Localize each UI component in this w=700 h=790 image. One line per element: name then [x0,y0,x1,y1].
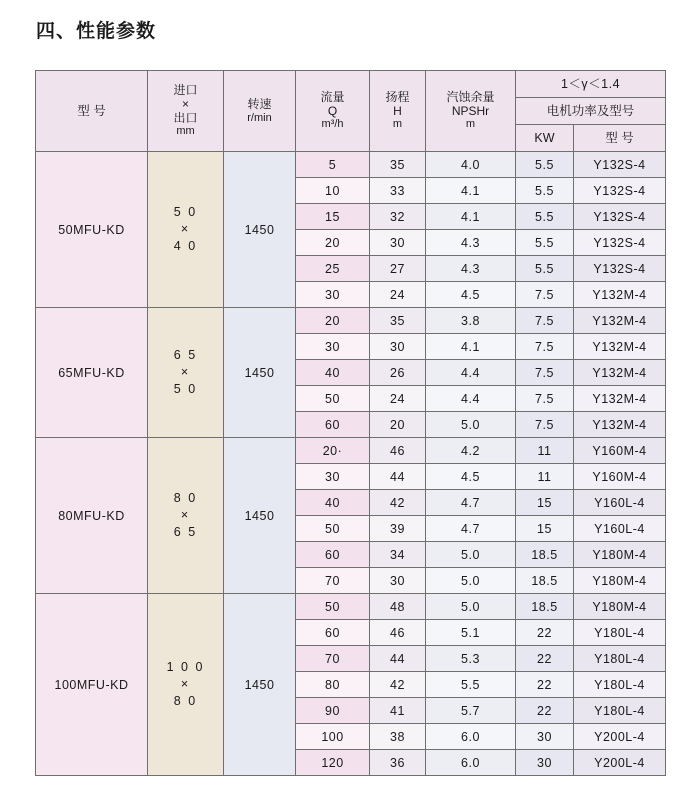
cell-head: 35 [370,152,426,178]
cell-npshr: 4.7 [426,490,516,516]
cell-port-size [148,594,224,776]
table-row [36,152,666,178]
cell-head: 30 [370,568,426,594]
cell-npshr: 6.0 [426,724,516,750]
cell-speed: 1450 [224,594,296,776]
cell-motor-model: Y180L-4 [574,672,666,698]
cell-head: 34 [370,542,426,568]
cell-flow: 25 [296,256,370,282]
table-row [36,438,666,464]
cell-head: 48 [370,594,426,620]
cell-motor-model: Y180L-4 [574,620,666,646]
port-outlet: 4 0 [173,238,198,253]
cell-flow: 30 [296,464,370,490]
cell-flow: 40 [296,360,370,386]
cell-npshr: 3.8 [426,308,516,334]
cell-flow: 30 [296,282,370,308]
cell-model: 100MFU-KD [36,594,148,776]
cell-flow: 10 [296,178,370,204]
cell-flow: 60 [296,412,370,438]
cell-motor-power: 22 [516,620,574,646]
cell-motor-power: 11 [516,438,574,464]
cell-head: 26 [370,360,426,386]
cell-motor-power: 11 [516,464,574,490]
cell-motor-model: Y200L-4 [574,724,666,750]
cell-head: 42 [370,490,426,516]
cell-npshr: 5.1 [426,620,516,646]
header-flow: 流量 Q m³/h [296,71,370,152]
cell-motor-model: Y132M-4 [574,282,666,308]
cell-flow: 20· [296,438,370,464]
cell-motor-model: Y132S-4 [574,230,666,256]
port-sep: × [180,677,191,692]
cell-motor-model: Y200L-4 [574,750,666,776]
cell-head: 38 [370,724,426,750]
performance-table-container [35,70,665,776]
cell-head: 46 [370,620,426,646]
cell-npshr: 4.4 [426,386,516,412]
cell-flow: 60 [296,542,370,568]
cell-motor-model: Y180M-4 [574,594,666,620]
cell-flow: 100 [296,724,370,750]
performance-parameters-table [35,70,666,776]
cell-motor-power: 7.5 [516,412,574,438]
cell-head: 41 [370,698,426,724]
cell-head: 46 [370,438,426,464]
cell-head: 33 [370,178,426,204]
cell-flow: 70 [296,568,370,594]
cell-motor-power: 15 [516,490,574,516]
cell-motor-power: 15 [516,516,574,542]
cell-model: 80MFU-KD [36,438,148,594]
cell-npshr: 4.1 [426,334,516,360]
cell-motor-power: 22 [516,672,574,698]
header-head: 扬程 H m [370,71,426,152]
cell-motor-model: Y180M-4 [574,568,666,594]
cell-head: 30 [370,230,426,256]
header-kw: KW [516,125,574,152]
port-inlet: 5 0 [173,205,198,220]
cell-npshr: 4.3 [426,256,516,282]
cell-motor-model: Y132M-4 [574,308,666,334]
cell-head: 27 [370,256,426,282]
port-outlet: 6 5 [173,524,198,539]
cell-flow: 5 [296,152,370,178]
cell-flow: 40 [296,490,370,516]
cell-head: 36 [370,750,426,776]
cell-motor-power: 18.5 [516,594,574,620]
port-sep: × [180,508,191,523]
cell-flow: 50 [296,594,370,620]
cell-npshr: 4.1 [426,178,516,204]
cell-motor-power: 18.5 [516,542,574,568]
port-inlet: 1 0 0 [166,660,205,675]
cell-motor-model: Y132S-4 [574,204,666,230]
cell-head: 39 [370,516,426,542]
cell-flow: 90 [296,698,370,724]
cell-npshr: 5.0 [426,412,516,438]
cell-head: 35 [370,308,426,334]
port-inlet: 8 0 [173,491,198,506]
table-row [36,594,666,620]
cell-motor-model: Y132M-4 [574,412,666,438]
cell-npshr: 6.0 [426,750,516,776]
cell-motor-power: 5.5 [516,204,574,230]
cell-motor-power: 30 [516,750,574,776]
header-motor-power-and-model: 电机功率及型号 [516,98,666,125]
cell-port-size [148,152,224,308]
cell-head: 20 [370,412,426,438]
cell-motor-power: 22 [516,646,574,672]
cell-speed: 1450 [224,438,296,594]
cell-npshr: 5.0 [426,594,516,620]
header-motor-model: 型 号 [574,125,666,152]
cell-npshr: 4.3 [426,230,516,256]
cell-motor-model: Y160L-4 [574,516,666,542]
cell-npshr: 4.7 [426,516,516,542]
cell-npshr: 5.3 [426,646,516,672]
cell-head: 44 [370,464,426,490]
port-inlet: 6 5 [173,348,198,363]
cell-motor-model: Y180M-4 [574,542,666,568]
cell-port-size [148,308,224,438]
cell-flow: 70 [296,646,370,672]
cell-motor-model: Y132S-4 [574,178,666,204]
cell-motor-power: 7.5 [516,360,574,386]
cell-flow: 50 [296,386,370,412]
cell-npshr: 4.5 [426,464,516,490]
cell-flow: 50 [296,516,370,542]
table-row [36,308,666,334]
cell-npshr: 5.0 [426,568,516,594]
cell-motor-power: 7.5 [516,334,574,360]
page-title: 四、性能参数 [36,21,157,42]
cell-motor-power: 7.5 [516,308,574,334]
cell-motor-power: 5.5 [516,152,574,178]
cell-model: 65MFU-KD [36,308,148,438]
cell-motor-power: 5.5 [516,230,574,256]
cell-flow: 20 [296,230,370,256]
cell-motor-power: 18.5 [516,568,574,594]
cell-npshr: 5.0 [426,542,516,568]
cell-npshr: 5.5 [426,672,516,698]
cell-model: 50MFU-KD [36,152,148,308]
cell-npshr: 4.1 [426,204,516,230]
cell-flow: 20 [296,308,370,334]
cell-flow: 120 [296,750,370,776]
cell-flow: 30 [296,334,370,360]
cell-flow: 15 [296,204,370,230]
cell-npshr: 4.4 [426,360,516,386]
cell-motor-model: Y132S-4 [574,152,666,178]
cell-motor-model: Y132M-4 [574,386,666,412]
cell-motor-model: Y132M-4 [574,334,666,360]
cell-flow: 80 [296,672,370,698]
cell-npshr: 4.0 [426,152,516,178]
cell-flow: 60 [296,620,370,646]
cell-motor-model: Y180L-4 [574,646,666,672]
cell-motor-model: Y180L-4 [574,698,666,724]
table-body [36,152,666,776]
cell-head: 30 [370,334,426,360]
cell-motor-power: 5.5 [516,256,574,282]
cell-motor-model: Y132S-4 [574,256,666,282]
header-gamma-range: 1＜γ＜1.4 [516,71,666,98]
header-model: 型 号 [36,71,148,152]
cell-npshr: 4.5 [426,282,516,308]
cell-motor-model: Y160L-4 [574,490,666,516]
cell-speed: 1450 [224,308,296,438]
cell-motor-power: 7.5 [516,282,574,308]
cell-npshr: 5.7 [426,698,516,724]
port-sep: × [180,222,191,237]
header-port: 进口 × 出口 mm [148,71,224,152]
port-outlet: 5 0 [173,381,198,396]
cell-motor-power: 30 [516,724,574,750]
cell-head: 32 [370,204,426,230]
cell-head: 24 [370,282,426,308]
cell-npshr: 4.2 [426,438,516,464]
cell-head: 24 [370,386,426,412]
port-sep: × [180,365,191,380]
cell-motor-model: Y160M-4 [574,438,666,464]
cell-port-size [148,438,224,594]
table-header [36,71,666,152]
cell-motor-power: 7.5 [516,386,574,412]
header-row-1 [36,71,666,98]
header-speed: 转速 r/min [224,71,296,152]
cell-motor-model: Y132M-4 [574,360,666,386]
cell-head: 44 [370,646,426,672]
cell-motor-power: 22 [516,698,574,724]
cell-motor-power: 5.5 [516,178,574,204]
cell-speed: 1450 [224,152,296,308]
cell-head: 42 [370,672,426,698]
port-outlet: 8 0 [173,693,198,708]
cell-motor-model: Y160M-4 [574,464,666,490]
header-npsh: 汽蚀余量 NPSHr m [426,71,516,152]
